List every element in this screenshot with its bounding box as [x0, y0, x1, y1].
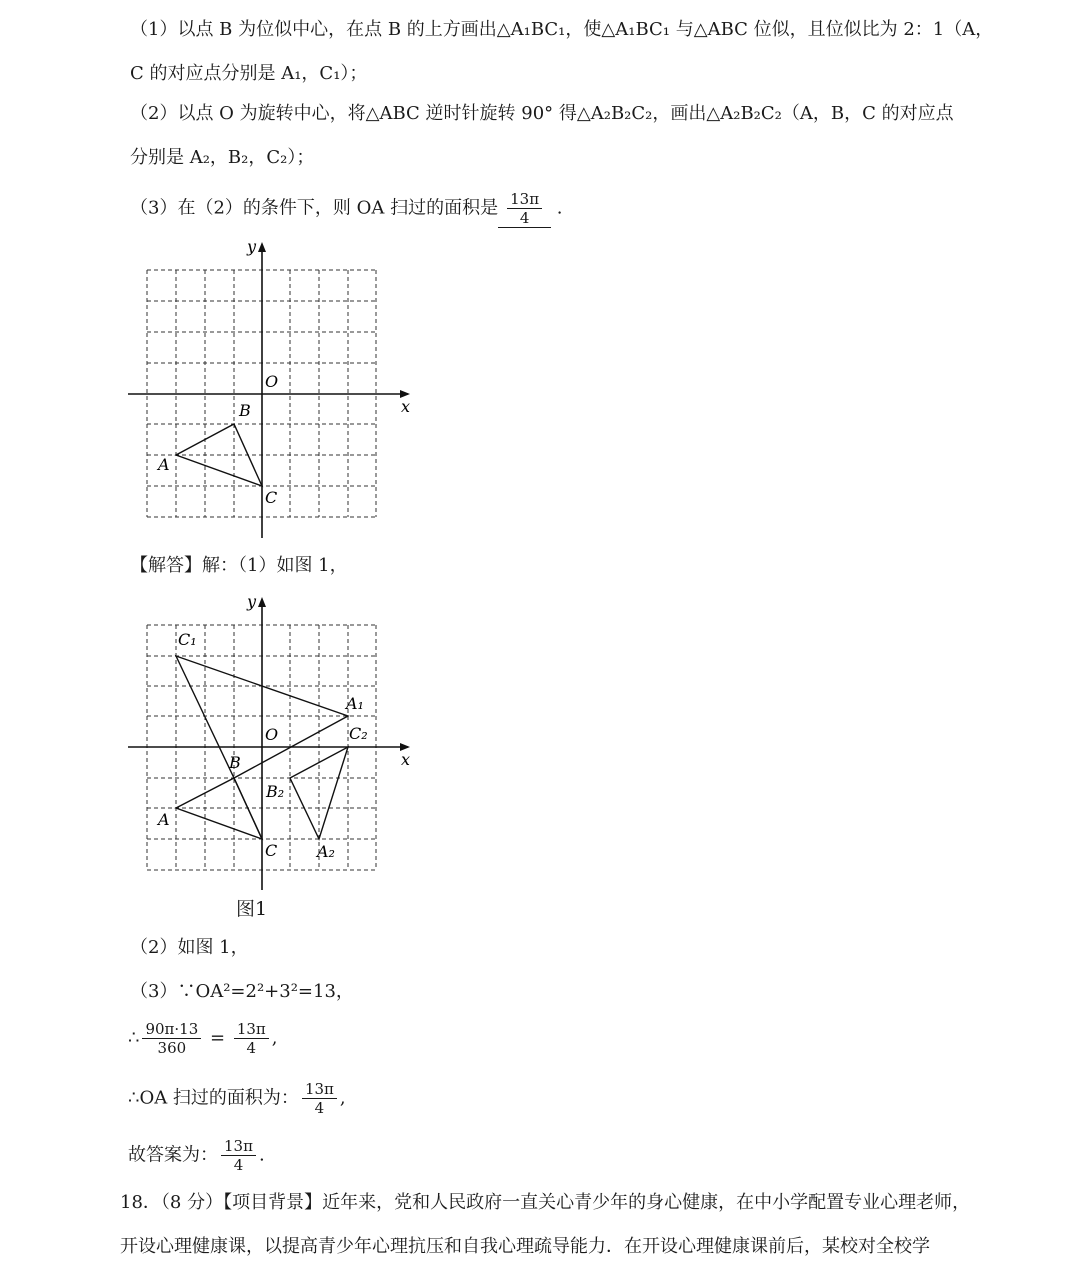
- solution-area-line: [128, 1080, 346, 1117]
- fraction-13pi-over-4: [302, 1080, 337, 1117]
- solution-calc-line: [128, 1020, 278, 1057]
- label-c1: C₁: [178, 630, 197, 649]
- fraction-numerator: 90π·13: [142, 1020, 201, 1039]
- label-a2: A₂: [317, 842, 335, 861]
- label-c2: C₂: [349, 724, 368, 743]
- next-problem-line1: 18．（8 分）【项目背景】近年来，党和人民政府一直关心青少年的身心健康，在中小学配置专业心理老师，: [120, 1192, 971, 1213]
- equals-sign: =: [210, 1027, 226, 1049]
- fraction-denominator: 4: [519, 209, 530, 227]
- y-axis-label: y: [247, 237, 257, 256]
- conclusion-line: [128, 1137, 265, 1174]
- part3-prefix: （3）在（2）的条件下，则 OA 扫过的面积是: [130, 197, 499, 219]
- answer-blank: [498, 190, 551, 228]
- label-b: B: [239, 401, 251, 420]
- figure-caption: 图1: [236, 898, 268, 920]
- part1-line1: （1）以点 B 为位似中心，在点 B 的上方画出△A₁BC₁，使△A₁BC₁ 与△ABC 位似，且位似比为 2：1（A，: [130, 19, 994, 40]
- y-axis-arrow: [258, 242, 266, 252]
- fraction-numerator: 13π: [507, 190, 542, 209]
- fraction-numerator: 13π: [302, 1080, 337, 1099]
- part3-answer-fraction: [507, 190, 542, 227]
- problem-figure: [120, 235, 420, 540]
- origin-label: O: [265, 372, 279, 391]
- label-c: C: [265, 488, 278, 507]
- label-a1: A₁: [346, 694, 364, 713]
- solution-figure: [120, 590, 420, 895]
- part2-line2: 分别是 A₂，B₂，C₂）；: [130, 147, 315, 168]
- label-a: A: [158, 810, 170, 829]
- part3-suffix: .: [556, 197, 563, 219]
- solution-header: 【解答】解：（1）如图 1，: [130, 555, 348, 576]
- solution-part3: （3）∵OA²=2²+3²=13，: [130, 981, 354, 1002]
- comma: ,: [339, 1087, 346, 1109]
- part1-line2: C 的对应点分别是 A₁，C₁）；: [130, 63, 368, 84]
- fraction-numerator: 13π: [221, 1137, 256, 1156]
- fraction-90pi-13-over-360: [142, 1020, 201, 1057]
- fraction-numerator: 13π: [234, 1020, 269, 1039]
- origin-label: O: [265, 725, 279, 744]
- fraction-13pi-over-4: [234, 1020, 269, 1057]
- fraction-denominator: 4: [233, 1156, 244, 1174]
- part3-line: [130, 190, 563, 228]
- comma: ,: [271, 1027, 278, 1049]
- y-axis-arrow: [258, 597, 266, 607]
- area-statement: ∴OA 扫过的面积为：: [128, 1087, 299, 1109]
- label-c: C: [265, 841, 278, 860]
- conclusion-text: 故答案为：: [128, 1144, 218, 1166]
- period: .: [258, 1144, 265, 1166]
- part2-line1: （2）以点 O 为旋转中心，将△ABC 逆时针旋转 90° 得△A₂B₂C₂，画出△A₂B₂C₂（A，B，C 的对应点: [130, 103, 954, 124]
- therefore-symbol: ∴: [128, 1027, 140, 1049]
- fraction-denominator: 4: [246, 1039, 257, 1057]
- y-axis-label: y: [247, 592, 257, 611]
- solution-part2: （2）如图 1，: [130, 937, 249, 958]
- label-a: A: [158, 455, 170, 474]
- fraction-denominator: 360: [157, 1039, 187, 1057]
- label-b2: B₂: [266, 782, 285, 801]
- x-axis-label: x: [401, 397, 411, 416]
- next-problem-line2: 开设心理健康课，以提高青少年心理抗压和自我心理疏导能力．在开设心理健康课前后，某校对全校学: [120, 1236, 930, 1257]
- fraction-13pi-over-4: [221, 1137, 256, 1174]
- fraction-denominator: 4: [314, 1099, 325, 1117]
- label-b: B: [229, 753, 241, 772]
- x-axis-label: x: [401, 750, 411, 769]
